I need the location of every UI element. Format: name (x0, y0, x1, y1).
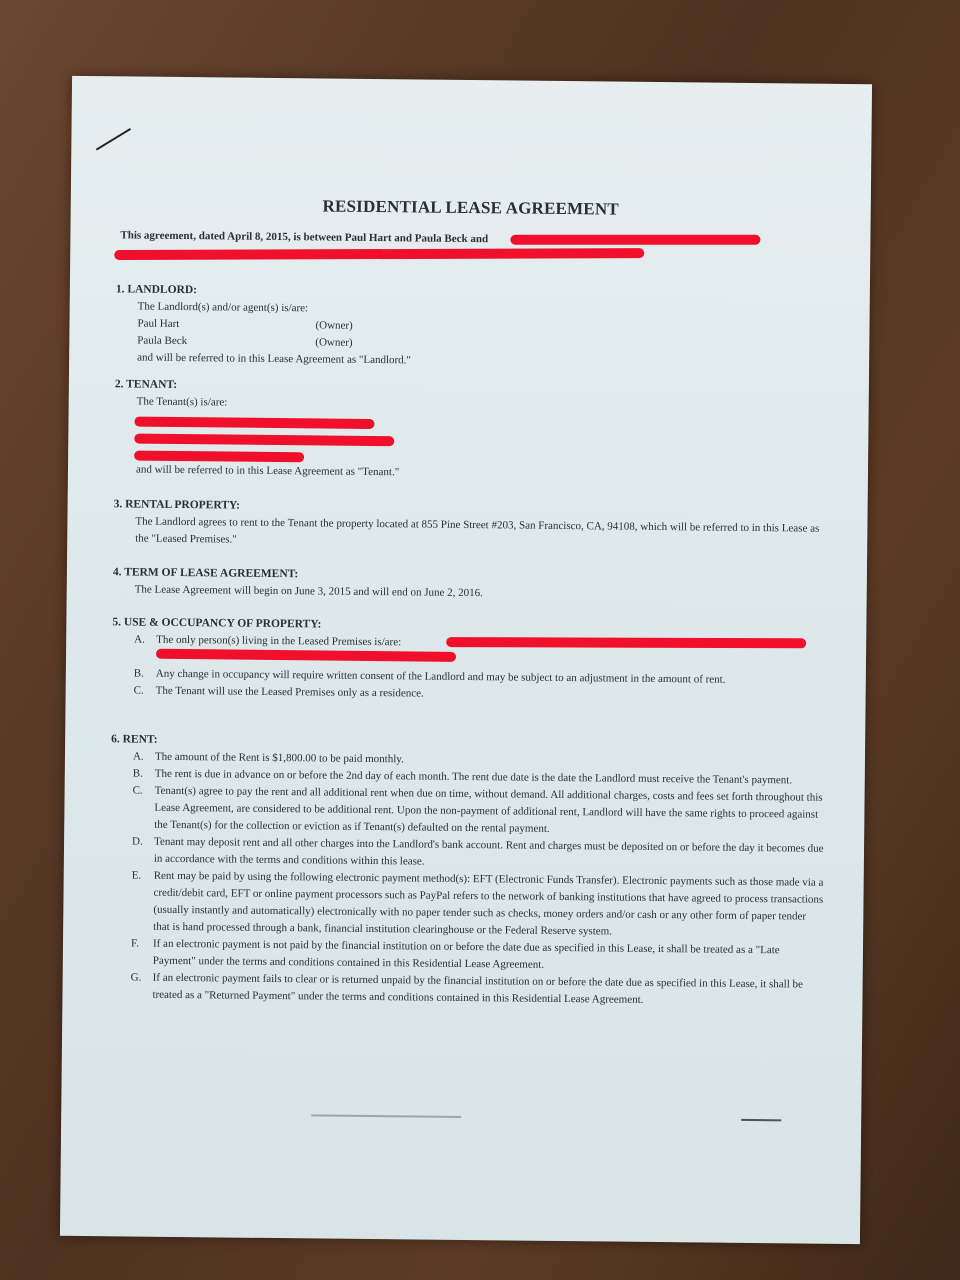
landlord-role: (Owner) (315, 319, 353, 332)
section-heading: 3. RENTAL PROPERTY: (113, 498, 241, 512)
section-heading: 2. TENANT: (114, 378, 178, 391)
item-text: The rent is due in advance on or before the 2nd day of each month. The rent due date is the date the Landlord must receive the Tenant's payment. (154, 767, 793, 787)
item-text: If an electronic payment fails to clear or is returned unpaid by the financial institution on or before the date due as specified in this Lease, it shall be treated as a "Returned Payment" under the terms and conditions contained in this Residential Lease Agreement. (152, 971, 803, 1006)
section-text: and will be referred to in this Lease Agreement as "Tenant." (135, 463, 400, 479)
pen-mark (96, 128, 131, 151)
item-text: Tenant(s) agree to pay the rent and all additional rent when due on time, without demand. All additional charges, costs and fees set forth throughout this Lease Agreement, are considered to be additional rent. Upon the non-payment of additional rent, Landlord will have the same rights to proceed against the Tenant(s) for the collection or eviction as if Tenant(s) defaulted on the rental payment. (154, 784, 823, 835)
redaction-bar (446, 637, 806, 648)
item-text: Rent may be paid by using the following electronic payment method(s): EFT (Electronic Funds Transfer). Electronic payments such as those made via a credit/debit card, EFT or online payment processors such as PayPal refers to the network of banking institutions that have agreed to process transactions (usually instantly and automatically) electronically with no paper tender such as checks, money orders and/or cash or any other form of paper tender that is hand processed through a bank, financial institution clearinghouse or the Federal Reserve system. (153, 869, 824, 938)
item-letter: B. (132, 767, 143, 780)
item-text: The Tenant will use the Leased Premises only as a residence. (155, 684, 424, 700)
section-heading: 6. RENT: (111, 733, 158, 746)
rent-list (108, 748, 825, 1010)
item-letter: C. (132, 784, 143, 797)
item-text: If an electronic payment is not paid by the financial institution on or before the date due as specified in this Lease, it shall be treated as a "Late Payment" under the terms and conditions contained in this Residential Lease Agreement. (152, 937, 780, 971)
section-heading: 5. USE & OCCUPANCY OF PROPERTY: (112, 616, 322, 631)
item-letter: C. (133, 684, 144, 697)
footer-smudge (311, 1114, 461, 1118)
item-letter: A. (132, 750, 144, 763)
section-heading: 1. LANDLORD: (115, 283, 198, 297)
redaction-bar (134, 451, 304, 463)
section-landlord (115, 281, 830, 373)
section-text: and will be referred to in this Lease Agreement as "Landlord." (137, 351, 412, 367)
section-text: The Landlord(s) and/or agent(s) is/are: (137, 300, 309, 315)
lease-page (60, 76, 872, 1244)
section-tenant (114, 376, 829, 485)
item-letter: D. (132, 835, 143, 848)
item-text: The amount of the Rent is $1,800.00 to be paid monthly. (154, 750, 404, 766)
item-text: The only person(s) living in the Leased Premises is/are: (156, 633, 402, 649)
document-title: RESIDENTIAL LEASE AGREEMENT (322, 196, 620, 219)
landlord-role: (Owner) (315, 336, 353, 349)
list-item (130, 970, 822, 1011)
item-letter: B. (133, 667, 144, 680)
landlord-name: Paula Beck (137, 334, 188, 348)
section-use (112, 614, 827, 706)
list-item (132, 783, 824, 841)
item-text: Tenant may deposit rent and all other charges into the Landlord's bank account. Rent and charges must be deposited on or before the day it becomes due in accordance with the terms and conditions within this lease. (153, 835, 824, 868)
section-property (113, 496, 827, 554)
section-term (113, 564, 827, 605)
landlord-name: Paul Hart (137, 317, 180, 330)
item-letter: G. (130, 971, 142, 984)
redaction-bar (510, 235, 760, 245)
section-heading: 4. TERM OF LEASE AGREEMENT: (112, 566, 299, 581)
section-text: The Landlord agrees to rent to the Tenant the property located at 855 Pine Street #203, San Francisco, CA, 94108, which will be referred to in this Lease as the "Leased Premises." (135, 515, 820, 546)
footer-smudge (741, 1119, 781, 1121)
item-text: Any change in occupancy will require written consent of the Landlord and may be subject to an adjustment in the amount of rent. (155, 667, 726, 686)
section-text: The Tenant(s) is/are: (136, 395, 228, 409)
item-letter: F. (130, 937, 140, 950)
item-letter: A. (134, 633, 145, 646)
intro-line: This agreement, dated April 8, 2015, is between Paul Hart and Paula Beck and (120, 229, 489, 246)
redaction-bar (114, 248, 644, 260)
section-rent (108, 731, 825, 1010)
list-item (131, 868, 824, 943)
section-text: The Lease Agreement will begin on June 3, 2015 and will end on June 2, 2016. (134, 583, 484, 600)
item-letter: E. (131, 869, 142, 882)
